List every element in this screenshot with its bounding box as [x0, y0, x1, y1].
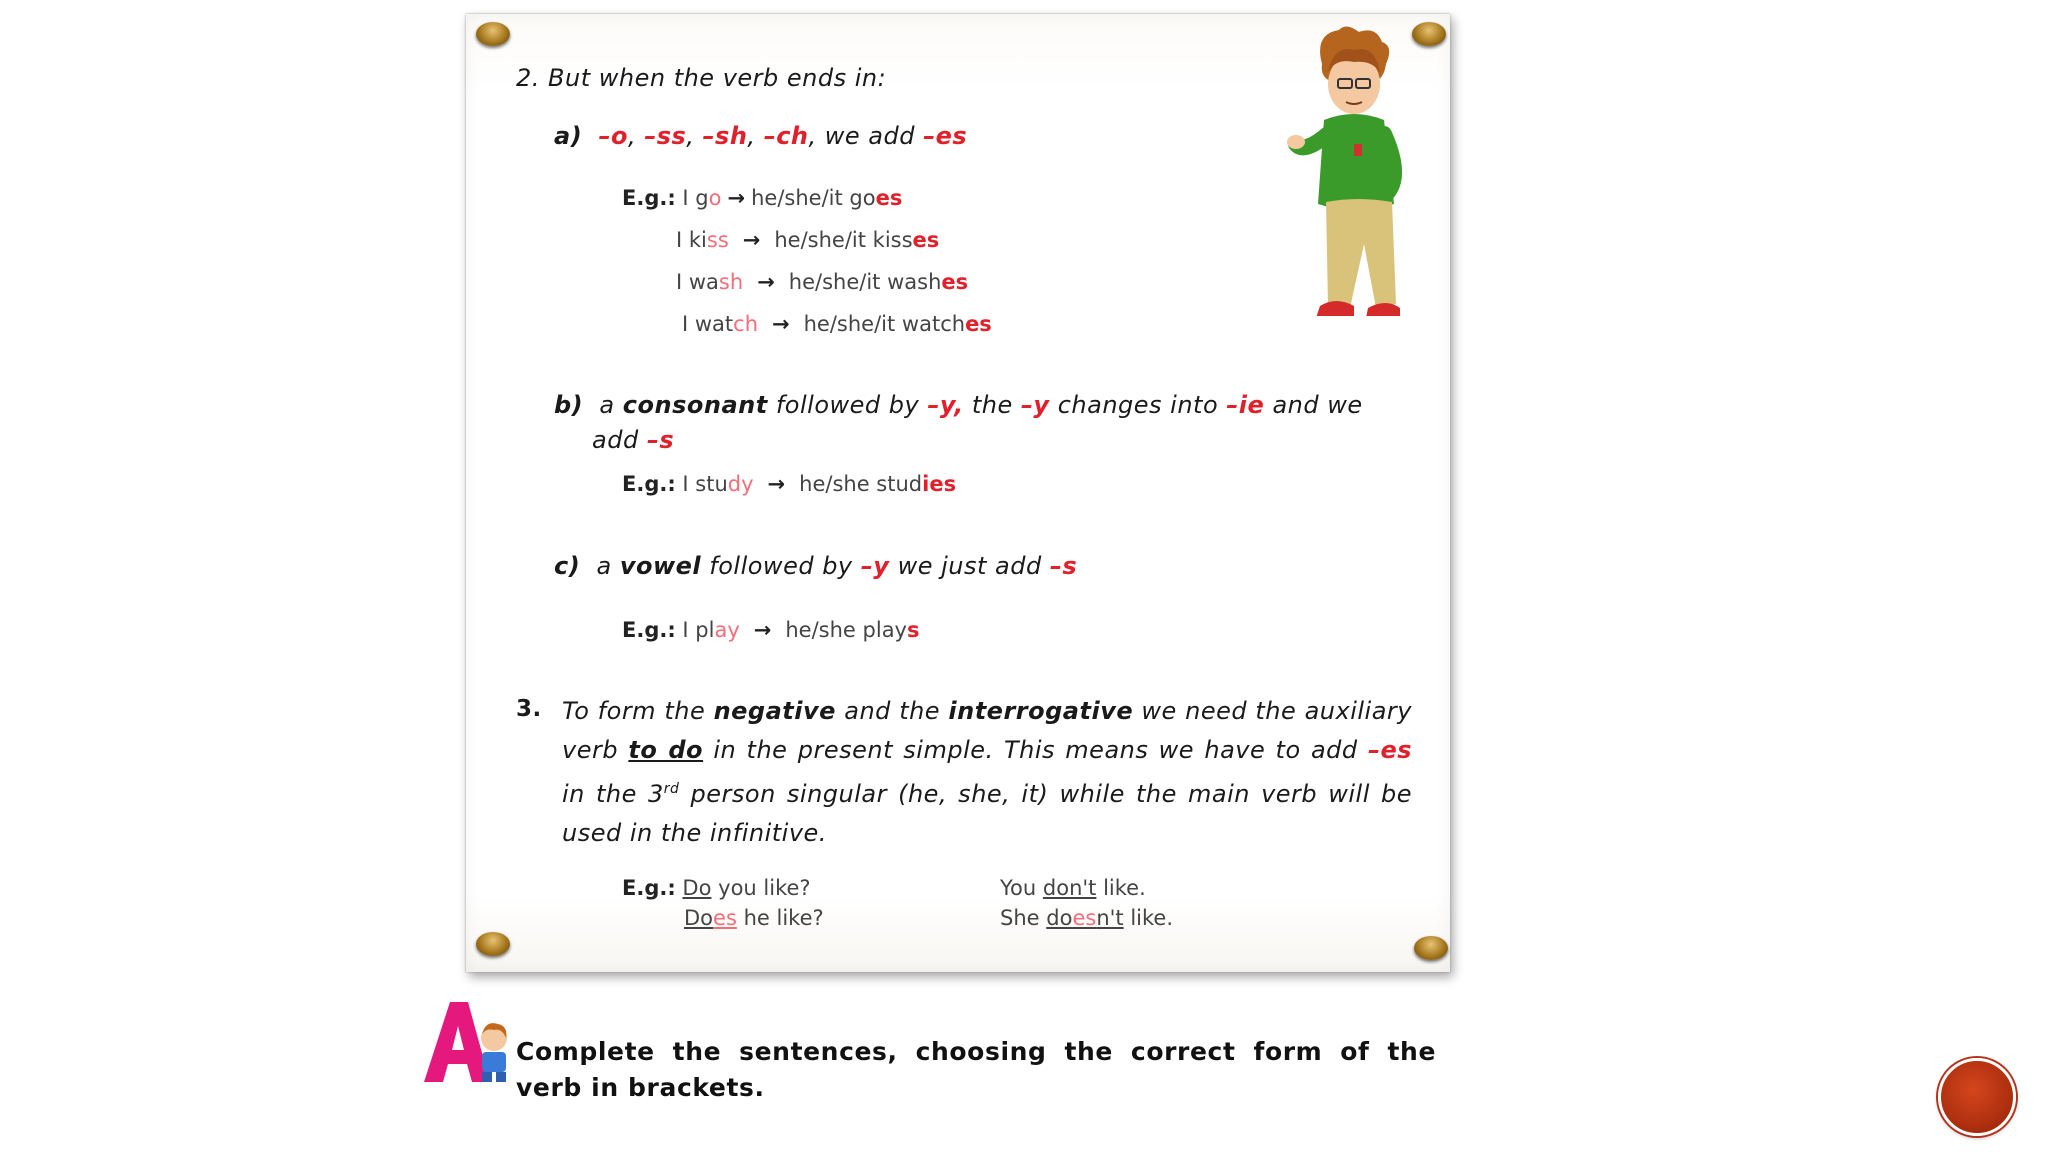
- auxiliary-part: do: [1046, 906, 1073, 930]
- rule-text: a: [599, 391, 615, 419]
- ending-y: –y: [1020, 391, 1050, 419]
- example-row: [676, 228, 939, 252]
- ending-ss: –ss: [644, 122, 687, 150]
- rule-text: a: [596, 552, 612, 580]
- example-text: She: [1000, 906, 1040, 930]
- ending-sh: –sh: [702, 122, 748, 150]
- rule-text: person singular (he, she, it) while the main verb will be used in the infinitive.: [562, 780, 1413, 847]
- item-marker: a): [554, 122, 583, 150]
- keyword-to-do: to do: [628, 736, 704, 764]
- arrow-right-icon: →: [753, 618, 772, 642]
- example-ending: sh: [718, 270, 744, 294]
- example-text: You: [1000, 876, 1037, 900]
- example-ending: o: [708, 186, 722, 210]
- example-ending: dy: [727, 472, 754, 496]
- item-marker: b): [554, 391, 584, 419]
- example-row: [682, 312, 992, 336]
- example-ending: ch: [733, 312, 759, 336]
- example-suffix: s: [907, 618, 920, 642]
- pushpin-icon: [1414, 936, 1448, 960]
- keyword-consonant: consonant: [622, 391, 768, 419]
- example-suffix: ies: [922, 472, 957, 496]
- example-text: like.: [1130, 906, 1174, 930]
- keyword-interrogative: interrogative: [948, 697, 1134, 725]
- exercise-a-logo: [416, 996, 516, 1088]
- example-row: [622, 472, 956, 496]
- ending-y: –y: [860, 552, 890, 580]
- example-text: he like?: [743, 906, 824, 930]
- example-row: [622, 186, 902, 210]
- rule-text: in the 3: [562, 780, 664, 808]
- rule-2b-cont: [592, 426, 674, 454]
- rule-2a: a) –o, –ss, –sh, –ch, we add –es: [554, 122, 968, 150]
- rule-text: we just add: [897, 552, 1042, 580]
- rule-2b: [554, 386, 1412, 425]
- example-suffix: es: [965, 312, 992, 336]
- rule-text: followed by: [775, 391, 920, 419]
- suffix-es: es: [1072, 906, 1097, 930]
- eg-label: E.g.:: [622, 472, 676, 496]
- example-row: [676, 270, 968, 294]
- example-question-2: [684, 906, 824, 930]
- rule-text: in the present simple. This means we have to add: [713, 736, 1358, 764]
- suffix-es: –es: [1367, 736, 1412, 764]
- rule-text: the: [971, 391, 1013, 419]
- auxiliary-dont: don't: [1042, 876, 1097, 900]
- example-result: he/she/it watch: [803, 312, 966, 336]
- cartoon-boy-illustration: [1284, 24, 1424, 334]
- example-result: he/she/it wash: [788, 270, 942, 294]
- example-row: [622, 618, 920, 642]
- suffix-s: –s: [646, 426, 675, 454]
- example-result: he/she/it kiss: [774, 228, 913, 252]
- keyword-negative: negative: [713, 697, 836, 725]
- rule-3-text: [562, 692, 1412, 853]
- example-text: you like?: [718, 876, 811, 900]
- auxiliary-do: Do: [684, 906, 714, 930]
- next-slide-button[interactable]: [1938, 1058, 2016, 1136]
- suffix-s: –s: [1049, 552, 1078, 580]
- exercise-instruction: Complete the sentences, choosing the correct form of the verb in brackets.: [516, 1037, 1436, 1102]
- suffix-es: –es: [923, 122, 968, 150]
- auxiliary-part: n't: [1096, 906, 1124, 930]
- arrow-right-icon: →: [772, 312, 790, 336]
- ordinal-suffix: rd: [663, 781, 680, 797]
- rule-text: add: [592, 426, 639, 454]
- example-result: he/she/it go: [751, 186, 876, 210]
- eg-label: E.g.:: [622, 876, 676, 900]
- item-marker: c): [554, 552, 581, 580]
- pushpin-icon: [476, 22, 510, 46]
- example-suffix: es: [875, 186, 903, 210]
- ending-o: –o: [598, 122, 628, 150]
- rule-text: and the: [844, 697, 941, 725]
- example-ending: ay: [714, 618, 740, 642]
- pushpin-icon: [476, 932, 510, 956]
- arrow-right-icon: →: [767, 472, 786, 496]
- arrow-right-icon: →: [727, 186, 746, 210]
- auxiliary-do: Do: [682, 876, 712, 900]
- rule-text: followed by: [709, 552, 853, 580]
- eg-label: E.g.:: [622, 618, 676, 642]
- example-ending: ss: [706, 228, 729, 252]
- rule-3-number: 3.: [516, 696, 542, 722]
- rule-text: we need the auxiliary verb: [562, 697, 1412, 764]
- example-suffix: es: [912, 228, 940, 252]
- example-result: he/she play: [785, 618, 907, 642]
- rule-text: and we: [1272, 391, 1363, 419]
- example-negative-1: [1000, 876, 1146, 900]
- ending-ch: –ch: [763, 122, 809, 150]
- example-base: I ki: [676, 228, 707, 252]
- keyword-vowel: vowel: [619, 552, 702, 580]
- example-negative-2: [1000, 906, 1173, 930]
- rule-2c: [554, 552, 1077, 580]
- example-base: I pl: [682, 618, 715, 642]
- ending-ie: –ie: [1226, 391, 1265, 419]
- suffix-es: es: [713, 906, 737, 930]
- rule-text: To form the: [562, 697, 706, 725]
- arrow-right-icon: →: [742, 228, 761, 252]
- eg-label: E.g.:: [622, 186, 676, 210]
- example-suffix: es: [941, 270, 969, 294]
- example-question-1: [622, 876, 811, 900]
- example-base: I g: [682, 186, 709, 210]
- ending-y: –y,: [927, 391, 964, 419]
- rule-text: we add: [824, 122, 915, 150]
- example-text: like.: [1103, 876, 1146, 900]
- auxiliary-doesnt: [1046, 906, 1123, 930]
- arrow-right-icon: →: [757, 270, 775, 294]
- example-base: I wa: [676, 270, 719, 294]
- rule-2-heading: 2. But when the verb ends in:: [516, 64, 887, 92]
- rule-text: changes into: [1057, 391, 1219, 419]
- example-base: I stu: [682, 472, 728, 496]
- example-base: I wat: [682, 312, 734, 336]
- example-result: he/she stud: [799, 472, 923, 496]
